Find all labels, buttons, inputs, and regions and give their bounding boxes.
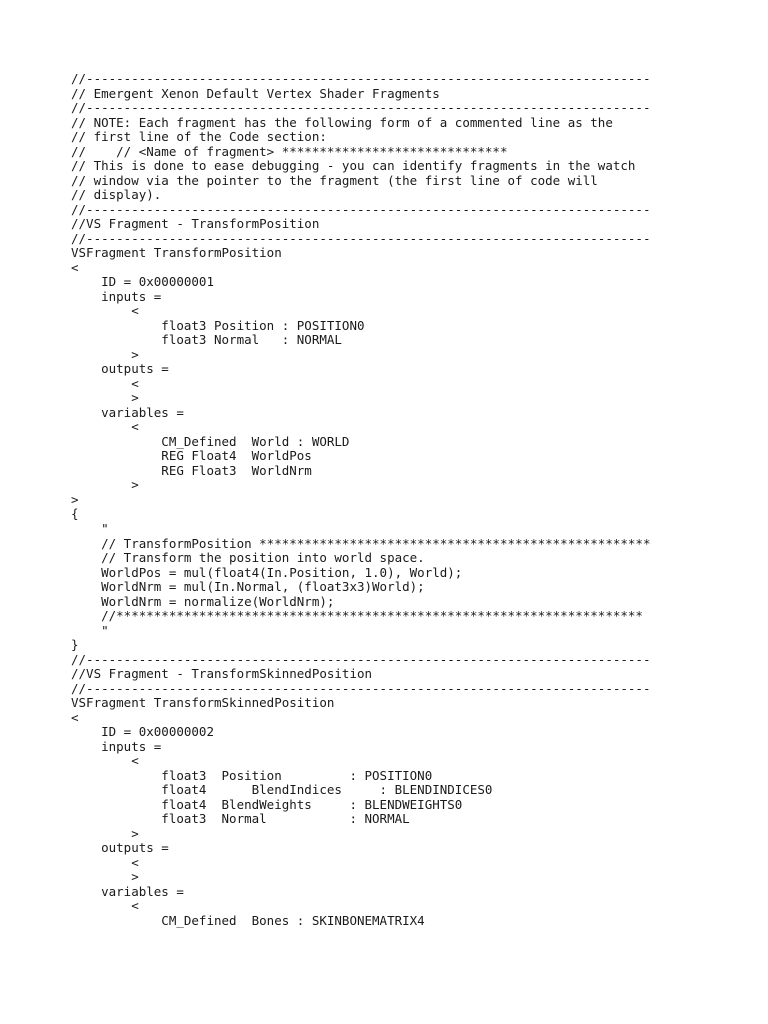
code-line: WorldNrm = normalize(WorldNrm);	[71, 593, 335, 609]
code-line: // This is done to ease debugging - you can identify fragments in the watch	[71, 158, 636, 174]
code-line: // NOTE: Each fragment has the following form of a commented line as the	[71, 114, 613, 130]
code-line: }	[71, 637, 79, 653]
code-line: variables =	[71, 883, 184, 899]
code-line: //---------------------------------------------------------------------------	[71, 71, 651, 86]
code-document	[71, 72, 761, 928]
code-line: float4 BlendWeights : BLENDWEIGHTS0	[71, 796, 463, 812]
code-line: >	[71, 869, 139, 885]
code-line: REG Float3 WorldNrm	[71, 462, 312, 478]
code-line: <	[71, 259, 79, 275]
code-line: "	[71, 622, 109, 638]
code-line: {	[71, 506, 79, 522]
code-line: <	[71, 898, 139, 914]
code-line: ID = 0x00000002	[71, 724, 214, 740]
code-line: WorldNrm = mul(In.Normal, (float3x3)World);	[71, 579, 425, 595]
code-line: // window via the pointer to the fragment (the first line of code will	[71, 172, 598, 188]
code-line: //VS Fragment - TransformPosition	[71, 216, 320, 232]
code-line: float4 BlendIndices : BLENDINDICES0	[71, 782, 493, 798]
code-line: float3 Position : POSITION0	[71, 767, 433, 783]
code-line: float3 Normal : NORMAL	[71, 332, 342, 348]
code-line: >	[71, 346, 139, 362]
code-line: VSFragment TransformPosition	[71, 245, 282, 261]
code-line: "	[71, 520, 109, 536]
code-line: >	[71, 825, 139, 841]
code-line: ID = 0x00000001	[71, 274, 214, 290]
code-line: <	[71, 854, 139, 870]
code-line: // TransformPosition ****************************************************	[71, 535, 651, 551]
code-line: <	[71, 709, 79, 725]
code-line: >	[71, 477, 139, 493]
code-line: <	[71, 419, 139, 435]
code-line: //---------------------------------------------------------------------------	[71, 100, 651, 116]
code-line: inputs =	[71, 738, 162, 754]
code-line: //---------------------------------------------------------------------------	[71, 201, 651, 217]
code-line: <	[71, 753, 139, 769]
code-line: variables =	[71, 404, 184, 420]
code-line: float3 Normal : NORMAL	[71, 811, 410, 827]
code-line: inputs =	[71, 288, 162, 304]
code-line: REG Float4 WorldPos	[71, 448, 312, 464]
code-line: <	[71, 375, 139, 391]
code-line: //---------------------------------------------------------------------------	[71, 230, 651, 246]
code-line: // display).	[71, 187, 162, 203]
code-line: CM_Defined World : WORLD	[71, 433, 350, 449]
code-line: >	[71, 390, 139, 406]
code-line: outputs =	[71, 361, 169, 377]
code-line: CM_Defined Bones : SKINBONEMATRIX4	[71, 912, 425, 928]
code-line: WorldPos = mul(float4(In.Position, 1.0), World);	[71, 564, 463, 580]
code-line: VSFragment TransformSkinnedPosition	[71, 695, 335, 711]
code-line: //---------------------------------------------------------------------------	[71, 651, 651, 667]
code-line: // // <Name of fragment> ******************************	[71, 143, 508, 159]
code-line: outputs =	[71, 840, 169, 856]
code-line: // first line of the Code section:	[71, 129, 327, 145]
code-line: >	[71, 491, 79, 507]
code-line: //---------------------------------------------------------------------------	[71, 680, 651, 696]
code-line: //VS Fragment - TransformSkinnedPosition	[71, 666, 373, 682]
code-line: //**********************************************************************	[71, 608, 643, 624]
code-line: // Transform the position into world space.	[71, 550, 425, 566]
code-line: // Emergent Xenon Default Vertex Shader Fragments	[71, 85, 440, 101]
code-line: float3 Position : POSITION0	[71, 317, 365, 333]
code-line: <	[71, 303, 139, 319]
